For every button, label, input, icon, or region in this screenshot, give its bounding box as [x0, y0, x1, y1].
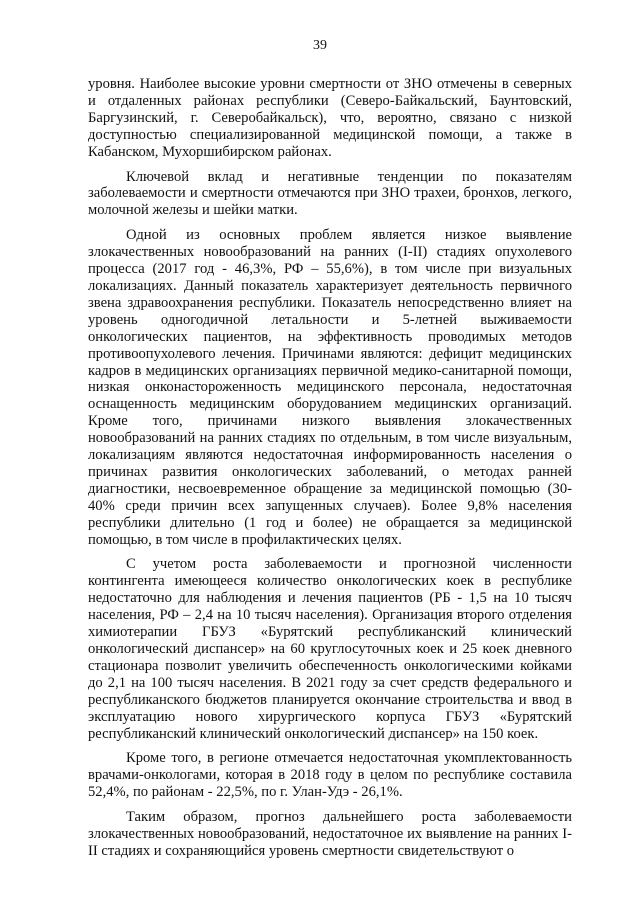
paragraph-key-contribution: Ключевой вклад и негативные тенденции по показателям заболеваемости и смертности отмечаются при ЗНО трахеи, бронхов, легкого, молочной железы и шейки матки.	[88, 168, 572, 219]
document-body	[88, 76, 572, 860]
paragraph-conclusion: Таким образом, прогноз дальнейшего роста заболеваемости злокачественных новообразований, недостаточное их выявление на ранних I-II стадиях и сохраняющийся уровень смертности свидетельствуют о	[88, 809, 572, 859]
page-number: 39	[313, 38, 327, 53]
paragraph-early-detection: Одной из основных проблем является низкое выявление злокачественных новообразований на ранних (I-II) стадиях опухолевого процесса (2017 год - 46,3%, РФ – 55,6%), в том числе при визуальных локализациях. Данный показатель характеризует деятельность первичного звена здравоохранения республики. Показатель непосредственно влияет на уровень одногодичной летальности и 5-летней выживаемости онкологических пациентов, на эффективность проводимых методов противоопухолевого лечения. Причинами являются: дефицит медицинских кадров в медицинских организациях первичной медико-санитарной помощи, низкая онконастороженность медицинского персонала, недостаточная оснащенность медицинским оборудованием медицинских организаций. Кроме того, причинами низкого выявления злокачественных новообразований на ранних стадиях по отдельным, в том числе визуальным, локализациям являются недостаточная информированность населения о причинах развития онкологических заболеваний, о методах ранней диагностики, несвоевременное обращение за медицинской помощью (30-40% среди причин всех запущенных случаев). Более 9,8% населения республики длительно (1 год и более) не обращается за медицинской помощью, в том числе в профилактических целях.	[88, 227, 572, 548]
paragraph-oncology-beds: С учетом роста заболеваемости и прогнозной численности контингента имеющееся количество онкологических коек в республике недостаточно для наблюдения и лечения пациентов (РБ - 1,5 на 10 тысяч населения, РФ – 2,4 на 10 тысяч населения). Организация второго отделения химиотерапии ГБУЗ «Бурятский республиканский клинический онкологический диспансер» на 60 круглосуточных коек и 25 коек дневного стационара позволит увеличить обеспеченность онкологическими койками до 2,1 на 100 тысяч населения. В 2021 году за счет средств федерального и республиканского бюджетов планируется окончание строительства и ввод в эксплуатацию нового хирургического корпуса ГБУЗ «Бурятский республиканский клинический онкологический диспансер» на 150 коек.	[88, 556, 572, 742]
paragraph-mortality-regions: уровня. Наиболее высокие уровни смертности от ЗНО отмечены в северных и отдаленных районах республики (Северо-Байкальский, Баунтовский, Баргузинский, г. Северобайкальск), что, вероятно, связано с низкой доступностью специализированной медицинской помощи, а также в Кабанском, Мухоршибирском районах.	[88, 76, 572, 160]
paragraph-staffing: Кроме того, в регионе отмечается недостаточная укомплектованность врачами-онкологами, которая в 2018 году в целом по республике составила 52,4%, по районам - 22,5%, по г. Улан-Удэ - 26,1%.	[88, 750, 572, 801]
